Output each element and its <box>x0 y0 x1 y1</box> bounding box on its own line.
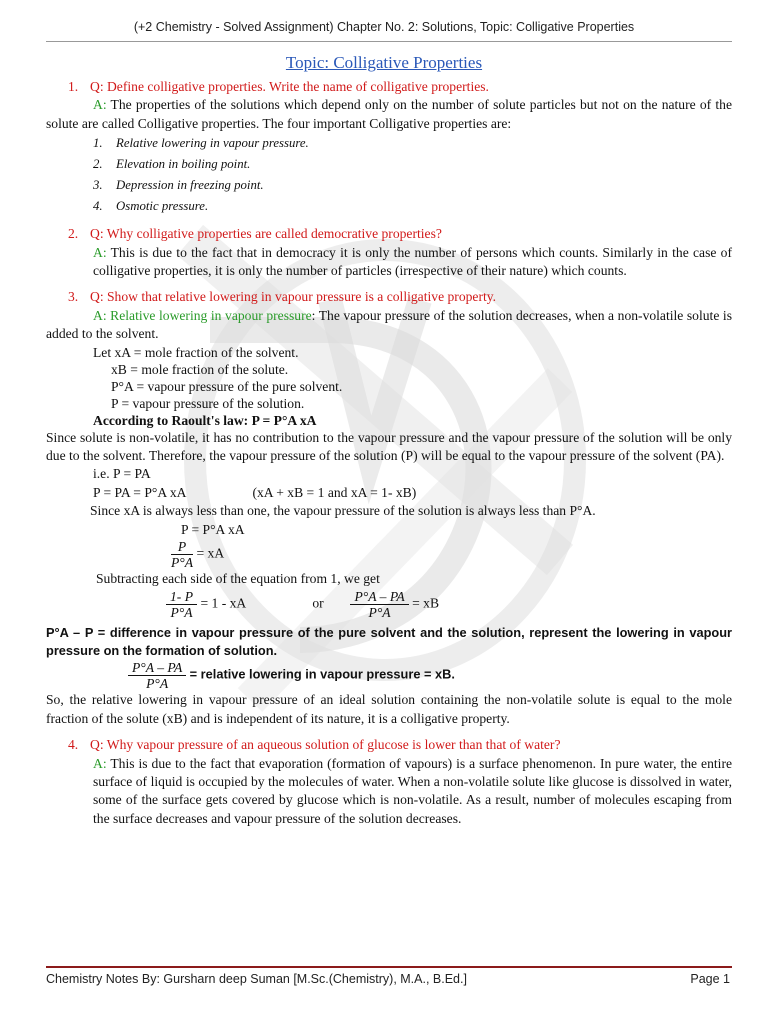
definition-p0a: P°A = vapour pressure of the pure solvent. <box>111 378 343 394</box>
subtract-line: Subtracting each side of the equation from 1, we get <box>96 571 380 587</box>
answer-3: A: Relative lowering in vapour pressure: The vapour pressure of the solution decreases, when a non-volatile solute is added to the solvent. <box>46 307 732 342</box>
fraction-row: $\frac{1- P}{P^\circ A}$ = 1 - xA or $\frac{P^\circ A - PA}{P^\circ A}$ = xB <box>46 589 732 620</box>
fraction-1: $\frac{P}{P^\circ A}$ = xA <box>171 539 225 571</box>
since-line: Since xA is always less than one, the vapour pressure of the solution is always less than P°A. <box>90 503 596 519</box>
list-item: 1. Relative lowering in vapour pressure. <box>93 136 309 151</box>
definition-list <box>46 344 732 429</box>
document-body <box>46 78 732 828</box>
question-1 <box>68 78 732 96</box>
answer-text: The properties of the solutions which depend only on the number of solute particles but not on the nature of the solute are called Colligative properties. The four important Colligative properties are: <box>46 97 732 131</box>
answer-1 <box>46 96 732 133</box>
definition-xa: Let xA = mole fraction of the solvent. <box>93 344 299 360</box>
answer-text: This is due to the fact that evaporation (formation of vapours) is a surface phenomenon. In pure water, the entire surface of liquid is occupied by the molecules of water. When a non-volatile solute like glucose is dissolved in water, some of the surface gets covered by glucose which is non-volatile. As a result, number of molecules escaping from the surface decreases and vapour pressure of the solution decreases. <box>93 755 733 826</box>
answer-2: A: This is due to the fact that in democracy it is only the number of persons which counts. Similarly in the case of colligative properties, it is only the number of particles (irrespective of their nature) which counts. <box>93 244 732 279</box>
question-4: 4. Q: Why vapour pressure of an aqueous solution of glucose is lower than that of water? <box>68 737 561 753</box>
page-header: (+2 Chemistry - Solved Assignment) Chapter No. 2: Solutions, Topic: Colligative Properties <box>133 20 635 34</box>
question-text: Q: Why colligative properties are called democrative properties? <box>90 226 442 242</box>
page-number: Page 1 <box>690 972 730 986</box>
header-divider <box>46 41 732 42</box>
ie-line: i.e. P = PA <box>93 466 151 482</box>
equation-1: P = PA = P°A xA (xA + xB = 1 and xA = 1- xB) <box>93 484 417 500</box>
question-number: 1. <box>68 79 79 94</box>
list-item: 4. Osmotic pressure. <box>93 199 209 214</box>
question-text: Q: Define colligative properties. Write the name of colligative properties. <box>90 79 489 94</box>
question-text: Q: Why vapour pressure of an aqueous solution of glucose is lower than that of water? <box>90 737 561 753</box>
answer-4: A: This is due to the fact that evaporation (formation of vapours) is a surface phenomenon. In pure water, the entire surface of liquid is occupied by the molecules of water. When a non-volatile solute like glucose is dissolved in water, some of the surface gets covered by glucose which is non-volatile. As a result, number of molecules escaping from the surface decreases and vapour pressure of the solution decreases. <box>93 755 733 826</box>
page-footer <box>46 972 732 986</box>
question-2: 2. Q: Why colligative properties are called democrative properties? <box>68 226 442 242</box>
question-3: 3. Q: Show that relative lowering in vapour pressure is a colligative property. <box>68 289 497 305</box>
fraction-4: $\frac{P^\circ A - PA}{P^\circ A}$ = relative lowering in vapour pressure = xB. <box>46 660 732 691</box>
conclusion: So, the relative lowering in vapour pressure of an ideal solution containing the non-volatile solute is equal to the mole fraction of the solute (xB) and is independent of its nature, it is a colligative property. <box>46 692 732 726</box>
bold-definition: P°A – P = difference in vapour pressure of the pure solvent and the solution, represent the lowering in vapour pressure on the formation of solution. <box>46 624 732 658</box>
list-item: 3. Depression in freezing point. <box>93 178 264 193</box>
answer-text: This is due to the fact that in democracy it is only the number of persons which counts. Similarly in the case of colligative properties, it is only the number of particles (irrespective of their nature) which counts. <box>93 244 732 279</box>
definition-p: P = vapour pressure of the solution. <box>111 395 305 411</box>
footer-author: Chemistry Notes By: Gursharn deep Suman [M.Sc.(Chemistry), M.A., B.Ed.] <box>46 972 467 986</box>
answer-label: A: <box>93 97 107 113</box>
topic-title: Topic: Colligative Properties <box>285 53 483 72</box>
footer-divider <box>46 966 732 968</box>
equation-2: P = P°A xA <box>181 521 245 537</box>
list-item: 2. Elevation in boiling point. <box>93 157 251 172</box>
question-text: Q: Show that relative lowering in vapour pressure is a colligative property. <box>90 289 497 305</box>
paragraph-solvent: Since solute is non-volatile, it has no contribution to the vapour pressure and the vapour pressure of the solution will be only due to the solvent. Therefore, the vapour pressure of the solution (P) will be equal to the vapour pressure of the solvent (PA). <box>46 429 732 464</box>
raoult-law: According to Raoult's law: P = P°A xA <box>93 412 317 428</box>
colligative-list <box>46 133 732 217</box>
definition-xb: xB = mole fraction of the solute. <box>111 361 289 377</box>
